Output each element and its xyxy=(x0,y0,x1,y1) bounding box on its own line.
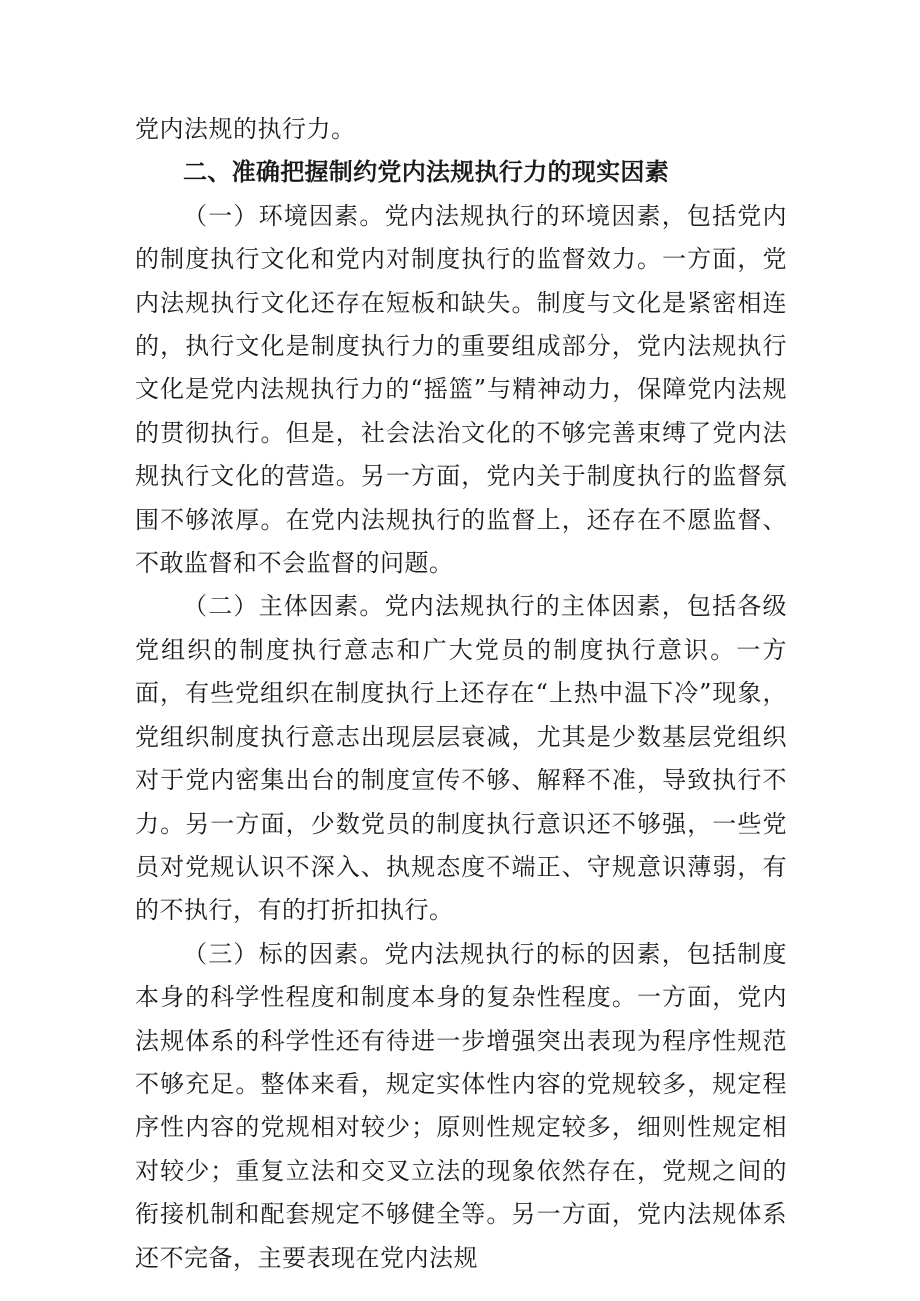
document-body xyxy=(135,108,787,1280)
paragraph-environment: （一）环境因素。党内法规执行的环境因素，包括党内的制度执行文化和党内对制度执行的监督效力。一方面，党内法规执行文化还存在短板和缺失。制度与文化是紧密相连的，执行文化是制度执行力的重要组成部分，党内法规执行文化是党内法规执行力的“摇篮”与精神动力，保障党内法规的贯彻执行。但是，社会法治文化的不够完善束缚了党内法规执行文化的营造。另一方面，党内关于制度执行的监督氛围不够浓厚。在党内法规执行的监督上，还存在不愿监督、不敢监督和不会监督的问题。 xyxy=(135,201,787,578)
section-heading: 二、准确把握制约党内法规执行力的现实因素 xyxy=(183,158,669,187)
continuation-line: 党内法规的执行力。 xyxy=(135,115,356,143)
paragraph-object: （三）标的因素。党内法规执行的标的因素，包括制度本身的科学性程度和制度本身的复杂性程度。一方面，党内法规体系的科学性还有待进一步增强突出表现为程序性规范不够充足。整体来看，规定实体性内容的党规较多，规定程序性内容的党规相对较少；原则性规定较多，细则性规定相对较少；重复立法和交叉立法的现象依然存在，党规之间的衔接机制和配套规定不够健全等。另一方面，党内法规体系还不完备，主要表现在党内法规 xyxy=(135,939,787,1272)
paragraph-subject: （二）主体因素。党内法规执行的主体因素，包括各级党组织的制度执行意志和广大党员的制度执行意识。一方面，有些党组织在制度执行上还存在“上热中温下冷”现象，党组织制度执行意志出现层层衰减，尤其是少数基层党组织对于党内密集出台的制度宣传不够、解释不准，导致执行不力。另一方面，少数党员的制度执行意识还不够强，一些党员对党规认识不深入、执规态度不端正、守规意识薄弱，有的不执行，有的打折扣执行。 xyxy=(135,592,787,925)
